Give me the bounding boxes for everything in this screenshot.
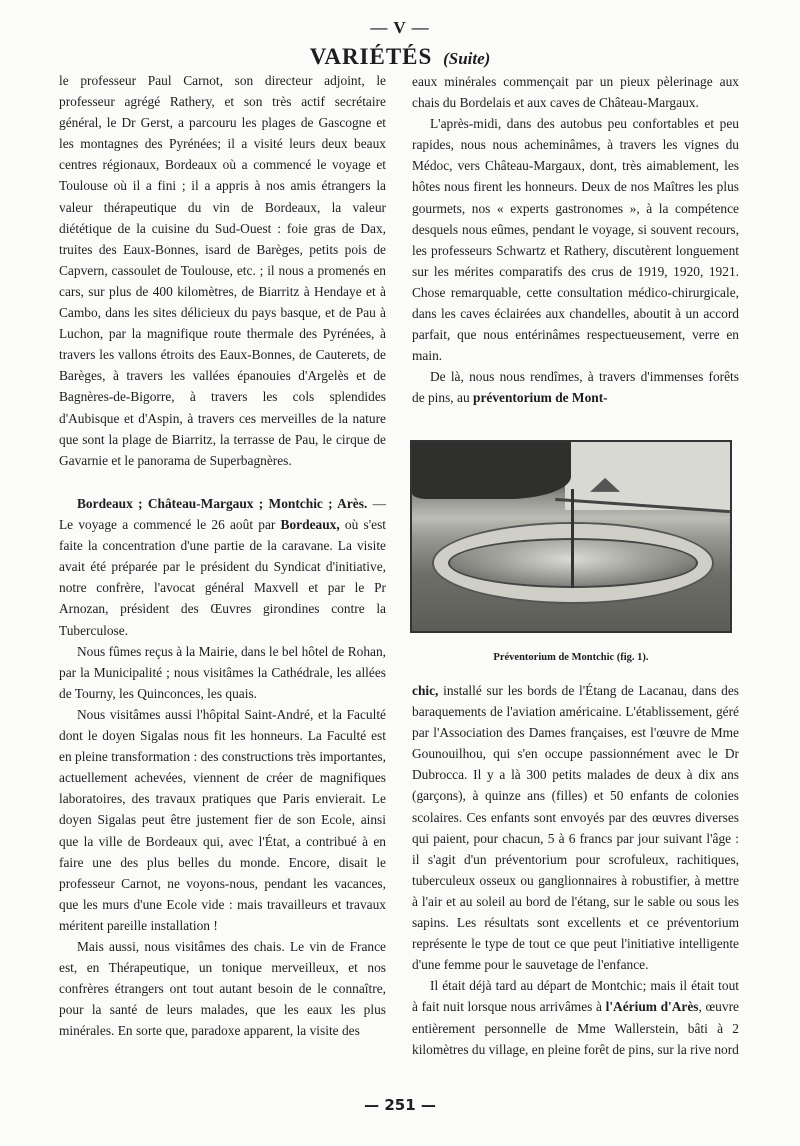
page-number: — 251 — — [364, 1096, 436, 1114]
paragraph: Mais aussi, nous visitâmes des chais. Le vin de France est, en Thérapeutique, un tonique merveilleux, et nos confrères étrangers ont tout autant besoin de le connaître, pour la santé de leurs malades, que les eaux les plus minérales. En sorte que, paradoxe apparent, la visite des — [59, 938, 386, 1039]
paragraph: Nous visitâmes aussi l'hôpital Saint-André, et la Faculté dont le doyen Sigalas nous fit les honneurs. La Faculté est en pleine transformation : des constructions très importantes, actuellement achevées, viennent de créer de magnifiques laboratoires, des travaux pratiques que Paris envierait. Le doyen Sigalas peut être justement fier de son Ecole, ainsi que la ville de Bordeaux qui, avec l'État, a contribué à en faire une des plus belles du monde. Encore, disait le professeur Carnot, ne voyons-nous, pendant les vacances, que les murs d'une Ecole vide : mais travailleurs et travaux méritent pareille installation ! — [59, 706, 386, 933]
paragraph: eaux minérales commençait par un pieux pèlerinage aux chais du Bordelais et aux caves de Château-Margaux. — [412, 74, 739, 111]
left-column-top — [59, 70, 386, 471]
page-title — [0, 44, 800, 70]
section-number: — V — — [370, 18, 430, 37]
title-text: VARIÉTÉS — [309, 44, 433, 69]
paragraph: De là, nous nous rendîmes, à travers d'immenses forêts de pins, au préventorium de Mont- — [412, 369, 739, 406]
paragraph: Il était déjà tard au départ de Montchic; mais il était tout à fait nuit lorsque nous arrivâmes à l'Aérium d'Arès, œuvre entièrement personnelle de Mme Wallerstein, bâti à 2 kilomètres du village, en pleine forêt de pins, sur la rive nord — [412, 978, 739, 1057]
paragraph: Nous fûmes reçus à la Mairie, dans le bel hôtel de Rohan, par la Municipalité ; nous visitâmes la Cathédrale, les allées de Tourny, les Quinconces, les quais. — [59, 643, 387, 701]
left-column-bottom — [59, 493, 386, 1041]
title-suffix: (Suite) — [443, 49, 491, 68]
paragraph-with-heading: Bordeaux ; Château-Margaux ; Montchic ; Arès. — Le voyage a commencé le 26 août par Bordeaux, où s'est faite la concentration d'une partie de la caravane. La visite avait été préparée par le président du Syndicat d'initiative, notre confrère, l'avocat général Maxvell et par le Pr Arnozan, président des Œuvres girondines contre la Tuberculose. — [59, 496, 386, 638]
right-column-bottom — [412, 680, 739, 1060]
figure-caption: Préventorium de Montchic (fig. 1). — [493, 652, 649, 663]
paragraph: L'après-midi, dans des autobus peu confortables et peu rapides, nous nous acheminâmes, à travers les vignes du Médoc, vers Château-Margaux, dont, très aimablement, les hôtes nous firent les honneurs. Deux de nos Maîtres les plus gourmets, nos « experts gastronomes », à la compétence desquels nous eûmes, pendant le voyage, si souvent recours, les professeurs Schwartz et Rathery, discutèrent longuement sur les mérites comparatifs des crus de 1919, 1920, 1921. Chose remarquable, cette consultation médico-chirurgicale, dans les caves éclairées aux chandelles, aboutit à un accord parfait, que nous entérinâmes respectueusement, verre en main. — [412, 116, 739, 364]
right-column-top — [412, 71, 739, 409]
paragraph: le professeur Paul Carnot, son directeur adjoint, le professeur agrégé Rathery, et son très actif secrétaire général, le Dr Gerst, a parcouru les plages de Gascogne et les montagnes des Pyrénées; il a visité leurs deux beaux centres régionaux, Bordeaux où a commencé le voyage et Toulouse où il a fini ; il a appris à nos amis étrangers la valeur thérapeutique du vin de Bordeaux, la valeur diététique de la cuisine du Sud-Ouest : foie gras de Dax, truites des Eaux-Bonnes, isard de Barèges, petits pois de Capvern, cassoulet de Toulouse, etc. ; il nous a promenés en cars, sur plus de 400 kilomètres, de Biarritz à Hendaye et à Cambo, dans les sites délicieux du pays basque, et de Pau à Luchon, par la magnifique route thermale des Pyrénées, à travers les vallons étroits des Eaux-Bonnes, de Cauterets, de Barèges, à travers les vallées épanouies d'Argelès et de Bagnères-de-Bigorre, à travers les cols splendides d'Aubisque et d'Aspin, à travers ces merveilles de la nature que sont la plage de Biarritz, la terrasse de Pau, le cirque de Gavarnie et le panorama de Superbagnères. — [59, 73, 386, 468]
figure-photo-preventorium — [410, 440, 732, 633]
paragraph: chic, installé sur les bords de l'Étang de Lacanau, dans des baraquements de l'aviation américaine. L'établissement, géré par l'Association des Dames françaises, est l'œuvre de Mme Gounouilhou, qui s'en occupe passionnément avec le Dr Dubrocca. Il y a là 300 petits malades de deux à dix ans (garçons), à quinze ans (filles) et 50 enfants de colonies scolaires. Ces enfants sont envoyés par des œuvres diverses qui paient, pour chacun, 5 à 6 francs par jour suivant l'âge : il s'agit d'un préventorium pour scrofuleux, rachitiques, tuberculeux osseux ou ganglionnaires à robustifier, à mettre à l'air et au soleil au bord de l'étang, sur le sable ou sous les sapins. Les résultats sont excellents et ce préventorium représente le type de tout ce que peut l'initiative intelligente d'une femme pour le sauvetage de l'enfance. — [412, 683, 739, 973]
section-heading: Bordeaux ; Château-Margaux ; Montchic ; Arès. — [77, 496, 368, 511]
